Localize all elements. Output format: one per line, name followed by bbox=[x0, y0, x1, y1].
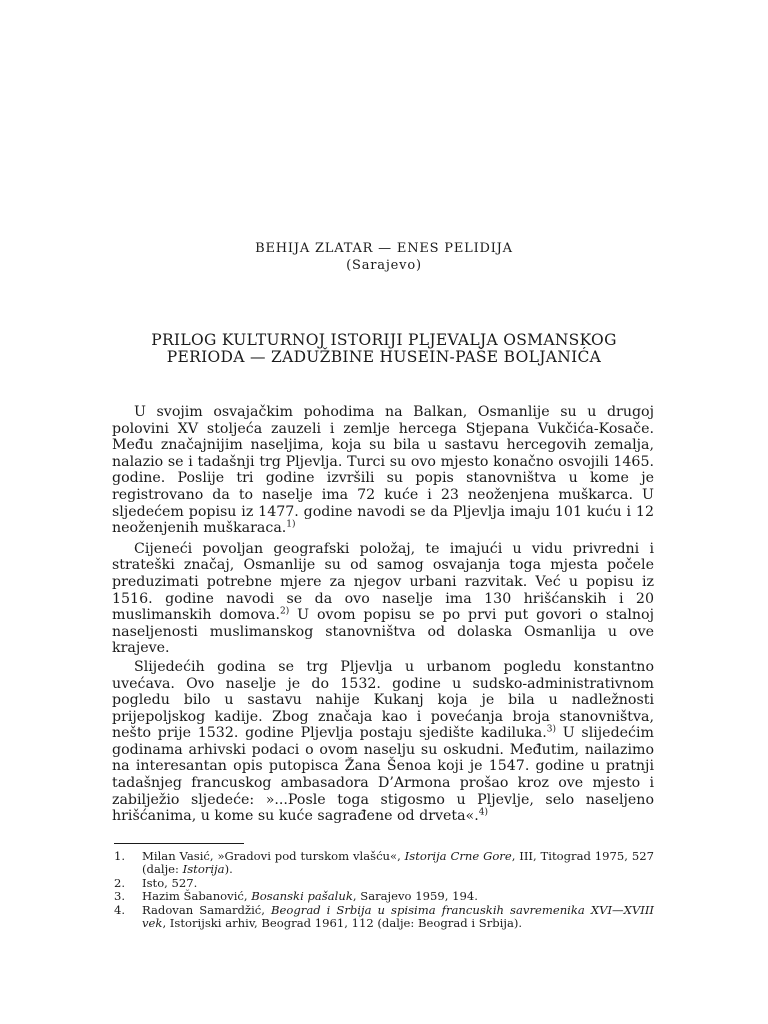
footnote-number: 2. bbox=[114, 875, 126, 890]
title-line-1: PRILOG KULTURNOJ ISTORIJI PLJEVALJA OSMANSKOG bbox=[151, 331, 617, 349]
author-location: (Sarajevo) bbox=[346, 258, 422, 273]
author-names: BEHIJA ZLATAR — ENES PELIDIJA bbox=[255, 241, 513, 256]
footnote-item bbox=[112, 850, 654, 877]
footnote-text bbox=[142, 904, 654, 931]
body-text bbox=[112, 404, 654, 829]
footnote-ref: 3) bbox=[546, 724, 556, 735]
footnote-text bbox=[142, 850, 654, 877]
paragraph bbox=[112, 404, 654, 537]
title-line-2: PERIODA — ZADUŽBINE HUSEIN-PAŠE BOLJANIĆA bbox=[166, 348, 602, 366]
footnote-part: ). bbox=[224, 862, 233, 877]
footnote-italic: Istorija Crne Gore bbox=[404, 849, 512, 863]
footnote-part: Milan Vasić, »Gradovi pod turskom vlašću«, bbox=[142, 849, 405, 863]
footnote-ref: 4) bbox=[478, 807, 488, 818]
footnote-number: 1. bbox=[114, 849, 126, 863]
footnote-item bbox=[112, 890, 654, 903]
footnote-part: , Istorijski arhiv, Beograd 1961, 112 (dalje: Beograd i Srbija). bbox=[162, 916, 523, 931]
footnote-part: Hazim Šabanović, bbox=[142, 889, 252, 904]
paragraph bbox=[112, 541, 654, 657]
author-block bbox=[0, 240, 768, 274]
footnote-divider bbox=[114, 843, 244, 844]
paragraph bbox=[112, 659, 654, 825]
footnote-text bbox=[142, 890, 654, 903]
paragraph-text-cont: U slijedećim godinama arhivski podaci o ovom naselju su oskudni. Međutim, nailazimo na interesantan opis putopisca Žana Šenoa koji je 1547. godine u pratnji tadašnjeg francuskog ambasadora D’Armona prošao kroz ove mjesto i zabilježio sljedeće: »...Posle toga stigosmo u Pljevlje, selo naseljeno hrišćanima, u kome su kuće sagrađene od drveta«. bbox=[112, 725, 654, 825]
paragraph-text-cont: U ovom popisu se po prvi put govori o stalnoj naseljenosti muslimanskog stanovništva od dolaska Osmanlija u ove krajeve. bbox=[112, 607, 654, 657]
footnote-ref: 2) bbox=[280, 606, 290, 617]
footnote-number: 4. bbox=[114, 902, 126, 917]
footnote-number: 3. bbox=[114, 889, 126, 904]
footnote-part: , III, Titograd 1975, 527 (dalje: bbox=[142, 849, 654, 877]
footnote-part: , Sarajevo 1959, 194. bbox=[352, 889, 478, 904]
footnote-item bbox=[112, 877, 654, 890]
footnote-ref: 1) bbox=[286, 519, 296, 530]
footnotes bbox=[112, 850, 654, 930]
article-title bbox=[0, 332, 768, 366]
footnote-italic: Bosanski pašaluk bbox=[251, 889, 353, 904]
paragraph-text: Slijedećih godina se trg Pljevlja u urbanom pogledu konstantno uvećava. Ovo naselje je do 1532. godine u sudsko-administrativnom pogledu bilo u sastavu nahije Kukanj koja je bila u nadležnosti prijepoljskog kadije. Zbog značaja kao i povećanja broja stanovništva, nešto prije 1532. godine Pljevlja postaju sjedište kadiluka. bbox=[112, 658, 654, 742]
footnote-part: Isto, 527. bbox=[142, 875, 198, 890]
footnote-italic: Beograd i Srbija u spisima francuskih savremenika XVI—XVIII vek bbox=[142, 902, 654, 931]
footnote-item bbox=[112, 904, 654, 931]
paragraph-text: U svojim osvajačkim pohodima na Balkan, Osmanlije su u drugoj polovini XV stoljeća zauzeli i zemlje hercega Stjepana Vukčića-Kosače. Među značajnijim naseljima, koja su bila u sastavu hercegovih zemalja, nalazio se i tadašnji trg Pljevlja. Turci su ovo mjesto konačno osvojili 1465. godine. Poslije tri godine izvršili su popis stanovništva u kome je registrovano da to naselje ima 72 kuće i 23 neoženjena muškarca. U sljedećem popisu iz 1477. godine navodi se da Pljevlja imaju 101 kuću i 12 neoženjenih muškaraca. bbox=[112, 404, 654, 537]
footnote-text bbox=[142, 877, 654, 890]
paragraph-text: Cijeneći povoljan geografski položaj, te imajući u vidu privredni i strateški značaj, Osmanlije su od samog osvajanja toga mjesta počele preduzimati potrebne mjere za njegov urbani razvitak. Već u popisu iz 1516. godine navodi se da ovo naselje ima 130 hrišćanskih i 20 muslimanskih domova. bbox=[112, 540, 654, 624]
footnote-italic: Istorija bbox=[182, 862, 225, 877]
footnote-part: Radovan Samardžić, bbox=[142, 902, 271, 917]
